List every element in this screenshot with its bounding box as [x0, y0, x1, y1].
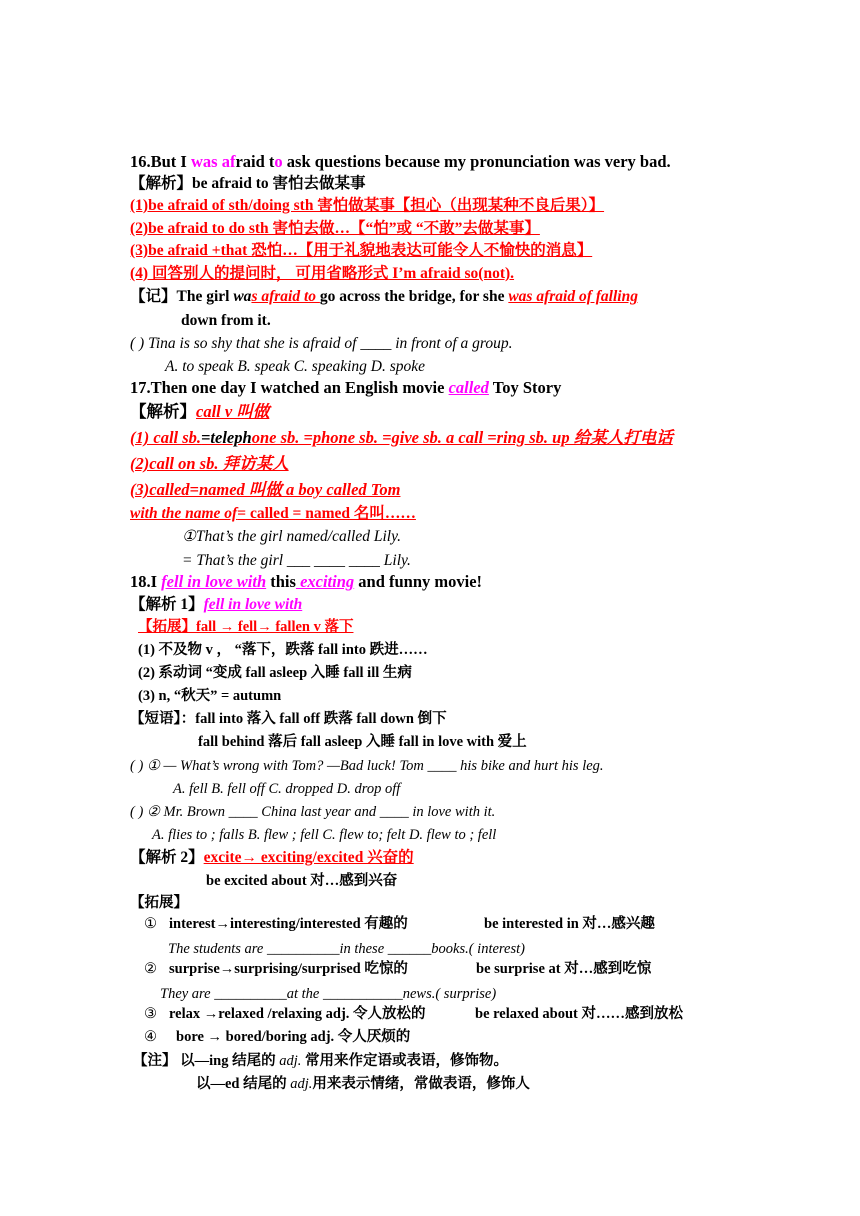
q18-excited-about: be excited about 对…感到兴奋 — [206, 873, 398, 889]
memo-b: wa — [233, 288, 252, 305]
q16-sentence — [130, 153, 671, 172]
q16-point-1: (1)be afraid of sth/doing sth 害怕做某事【担心（出现某种不良后果）】 — [130, 197, 605, 214]
q16-s-d: o — [274, 152, 283, 171]
q17-p4-b: = called = named 名叫…… — [237, 505, 416, 522]
x2-phrase: be surprise at 对…感到吃惊 — [476, 961, 652, 977]
memo-c: s afraid to — [251, 288, 320, 305]
q17-s-b: called — [448, 378, 489, 397]
q17-sentence — [130, 379, 561, 398]
q18-exercise-2: ( ) ② Mr. Brown ____ China last year and ____ in love with it. — [130, 804, 496, 820]
x4-row — [144, 1029, 157, 1046]
x2-exercise: They are __________at the ___________news.( surprise) — [160, 986, 497, 1002]
q17-s-a: 17.Then one day I watched an English movie — [130, 378, 449, 397]
q17-an-b: call v 叫做 — [196, 402, 270, 421]
q18-an1-b: fell in love with — [203, 596, 303, 613]
q17-example-1: ①That’s the girl named/called Lily. — [182, 528, 401, 545]
x1-word: interest→interesting/interested 有趣的 — [169, 916, 408, 932]
q18-phrases-1: 【短语】：fall into 落入 fall off 跌落 fall down 倒下 — [130, 711, 447, 727]
q18-note-2: (2) 系动词 “变成 fall asleep 入睡 fall ill 生病 — [138, 665, 412, 681]
q18-s-a: 18.I — [130, 572, 162, 591]
q18-s-d: exciting — [295, 572, 355, 591]
q16-point-2: (2)be afraid to do sth 害怕去做…【“怕”或 “不敢”去做某事】 — [130, 220, 540, 237]
q17-point-2: (2)call on sb. 拜访某人 — [130, 454, 289, 473]
q18-extension-2: 【拓展】 — [130, 895, 188, 911]
q16-options: A. to speak B. speak C. speaking D. spoke — [165, 358, 425, 375]
q16-s-a: 16.But I — [130, 152, 191, 171]
x1-exercise: The students are __________in these ______books.( interest) — [168, 941, 525, 957]
q18-note-3: (3) n, “秋天” = autumn — [138, 688, 282, 704]
note-ed — [196, 1076, 530, 1093]
q18-exercise-2-options: A. flies to ; falls B. flew ; fell C. flew to; felt D. flew to ; fell — [152, 827, 497, 843]
q17-p4-a: with the name of — [130, 505, 238, 522]
x2-num: ② — [144, 961, 157, 977]
q18-analysis-2 — [130, 849, 414, 867]
q17-p1-a: (1) call sb. — [130, 428, 202, 447]
q18-note-1: (1) 不及物 v ， “落下，跌落 fall into 跌进…… — [138, 642, 428, 658]
q17-example-2: = That’s the girl ___ ____ ____ Lily. — [182, 552, 411, 569]
x3-num: ③ — [144, 1006, 157, 1022]
q18-s-b: fell in love with — [161, 572, 267, 591]
note-ing — [133, 1053, 508, 1070]
q16-exercise: ( ) Tina is so shy that she is afraid of ____ in front of a group. — [130, 335, 513, 352]
q16-memo-cont: down from it. — [181, 312, 271, 329]
q17-analysis — [130, 403, 269, 422]
q18-an2-b: excite→ exciting/excited 兴奋的 — [203, 849, 414, 866]
note2-a: 以—ed 结尾的 — [196, 1076, 291, 1092]
q18-exercise-1-options: A. fell B. fell off C. dropped D. drop off — [173, 781, 401, 797]
x2-word: surprise→surprising/surprised 吃惊的 — [169, 961, 408, 977]
x3-word: relax →relaxed /relaxing adj. 令人放松的 — [169, 1006, 426, 1022]
q17-point-4 — [130, 505, 416, 523]
note2-b: adj. — [290, 1076, 313, 1092]
note1-a: 【注】 以—ing 结尾的 — [133, 1053, 280, 1069]
q16-s-c: raid t — [235, 152, 275, 171]
q17-point-1 — [130, 429, 673, 448]
note1-b: adj. — [279, 1053, 302, 1069]
q17-p1-b: =teleph — [201, 428, 252, 447]
q17-p1-c: one sb. =phone sb. =give sb. a call =ring sb. up 给某人打电话 — [251, 428, 673, 447]
note1-c: 常用来作定语或表语，修饰物。 — [301, 1053, 508, 1069]
x1-phrase: be interested in 对…感兴趣 — [484, 916, 655, 932]
q18-an2-a: 【解析 2】 — [130, 849, 204, 866]
q18-phrases-2: fall behind 落后 fall asleep 入睡 fall in love with 爱上 — [198, 734, 527, 750]
q17-point-3: (3)called=named 叫做 a boy called Tom — [130, 480, 401, 499]
x1-num: ① — [144, 916, 157, 932]
q16-memo — [130, 288, 638, 306]
q18-extension: 【拓展】fall → fell→ fallen v 落下 — [138, 619, 354, 635]
q16-analysis: 【解析】be afraid to 害怕去做某事 — [130, 175, 366, 192]
q17-an-a: 【解析】 — [130, 402, 196, 421]
q18-s-e: and funny movie! — [354, 572, 483, 591]
x4-word: bore → bored/boring adj. 令人厌烦的 — [176, 1029, 411, 1045]
q18-analysis-1 — [130, 596, 302, 614]
q18-an1-a: 【解析 1】 — [130, 596, 204, 613]
memo-e: was afraid of falling — [508, 288, 638, 305]
q18-sentence — [130, 573, 482, 592]
x2-row — [144, 961, 157, 978]
memo-d: go across the bridge, for she — [319, 288, 509, 305]
memo-a: 【记】The girl — [130, 288, 234, 305]
x1-row — [144, 916, 157, 933]
q17-s-c: Toy Story — [488, 378, 562, 397]
q16-point-3: (3)be afraid +that 恐怕…【用于礼貌地表达可能令人不愉快的消息】 — [130, 242, 593, 259]
q16-point-4: (4) 回答别人的提问时， 可用省略形式 I’m afraid so(not). — [130, 265, 515, 282]
x3-phrase: be relaxed about 对……感到放松 — [475, 1006, 683, 1022]
q18-exercise-1: ( ) ① — What’s wrong with Tom? —Bad luck! Tom ____ his bike and hurt his leg. — [130, 758, 604, 774]
note2-c: 用来表示情绪，常做表语，修饰人 — [312, 1076, 530, 1092]
q16-s-b: was af — [190, 152, 236, 171]
q16-s-e: ask questions because my pronunciation was very bad. — [282, 152, 671, 171]
x3-row — [144, 1006, 157, 1023]
q18-s-c: this — [266, 572, 296, 591]
x4-num: ④ — [144, 1029, 157, 1045]
